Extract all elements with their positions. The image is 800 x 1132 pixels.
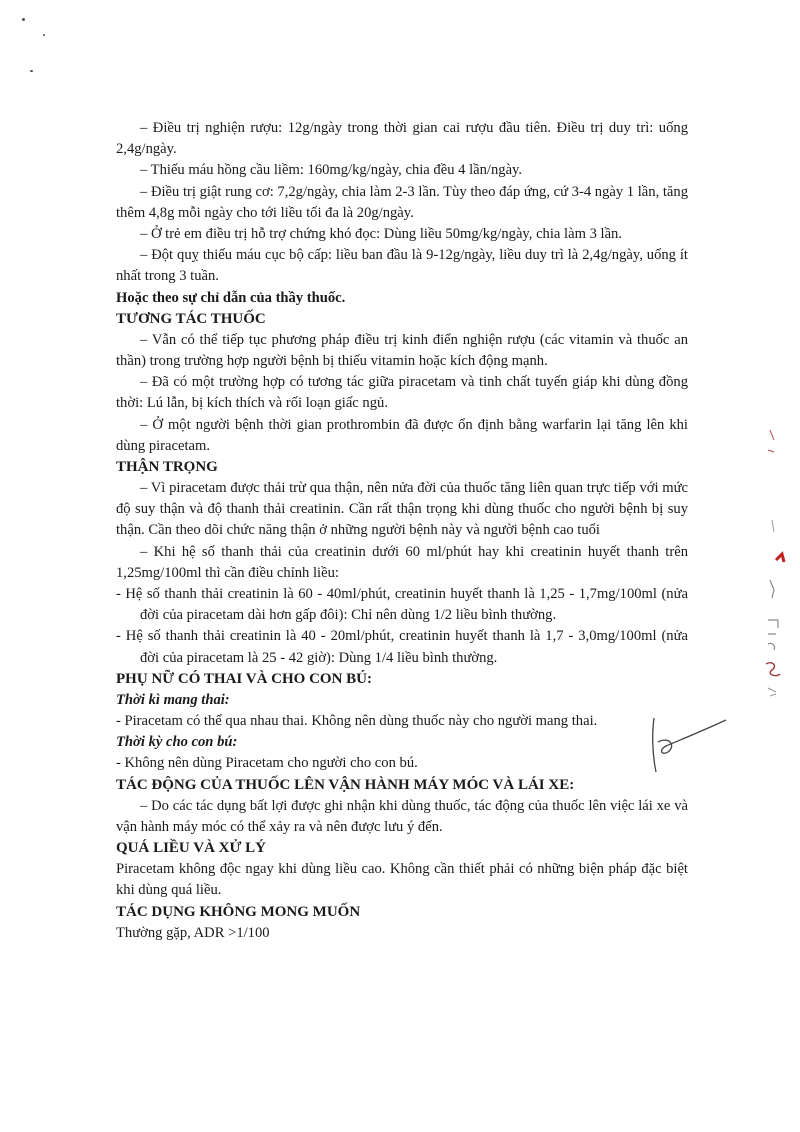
interaction-1: – Vẫn có thể tiếp tục phương pháp điều trị kinh điển nghiện rượu (các vitamin và thuốc an thần) trong trường hợp người bệnh bị thiếu vitamin hoặc kích động mạnh. — [116, 331, 688, 370]
driving-text: – Do các tác dụng bất lợi được ghi nhận khi dùng thuốc, tác động của thuốc lên việc lái xe và vận hành máy móc có thể xảy ra và nên được lưu ý đến. — [116, 797, 688, 835]
interaction-3: – Ở một người bệnh thời gian prothrombin đã được ổn định bằng warfarin lại tăng lên khi dùng piracetam. — [116, 416, 688, 454]
heading-adverse-effects: TÁC DỤNG KHÔNG MONG MUỐN — [116, 903, 361, 920]
heading-interactions: TƯƠNG TÁC THUỐC — [116, 310, 266, 327]
handwritten-signature — [640, 712, 730, 782]
dosage-sickle-cell: – Thiếu máu hồng cầu liềm: 160mg/kg/ngày, chia đều 4 lần/ngày. — [140, 162, 523, 179]
heading-pregnancy: PHỤ NỮ CÓ THAI VÀ CHO CON BÚ: — [116, 670, 372, 687]
scan-speck — [43, 34, 45, 36]
precaution-renal-2: - Hệ số thanh thải creatinin là 40 - 20ml/phút, creatinin huyết thanh là 1,7 - 3,0mg/100ml (nửa đời của piracetam là 25 - 42 giờ): Dùng 1/4 liều bình thường. — [116, 628, 688, 666]
overdose-text: Piracetam không độc ngay khi dùng liều cao. Không cần thiết phải có những biện pháp đặc biệt khi dùng quá liều. — [116, 861, 688, 899]
dosage-myoclonus: – Điều trị giật rung cơ: 7,2g/ngày, chia làm 2-3 lần. Tùy theo đáp ứng, cứ 3-4 ngày 1 lần, tăng thêm 4,8g mỗi ngày cho tới liều tối đa là 20g/ngày. — [116, 183, 688, 221]
precaution-2: – Khi hệ số thanh thải của creatinin dưới 60 ml/phút hay khi creatinin huyết thanh trên 1,25mg/100ml thì cần điều chỉnh liều: — [116, 543, 688, 581]
precaution-1: – Vì piracetam được thải trừ qua thận, nên nửa đời của thuốc tăng liên quan trực tiếp với mức độ suy thận và độ thanh thải creatinin. Cần rất thận trọng khi dùng thuốc cho người bệnh bị suy thận. Cần theo dõi chức năng thận ở những người bệnh này và người bệnh cao tuổi — [116, 480, 688, 539]
physician-note: Hoặc theo sự chỉ dẫn của thầy thuốc. — [116, 289, 346, 306]
heading-overdose: QUÁ LIỀU VÀ XỬ LÝ — [116, 840, 267, 857]
adverse-common: Thường gặp, ADR >1/100 — [116, 924, 270, 941]
scan-speck — [22, 18, 25, 21]
dosage-alcoholism: – Điều trị nghiện rượu: 12g/ngày trong thời gian cai rượu đầu tiên. Điều trị duy trì: uống 2,4g/ngày. — [116, 120, 688, 158]
heading-precautions: THẬN TRỌNG — [116, 459, 218, 476]
heading-driving: TÁC ĐỘNG CỦA THUỐC LÊN VẬN HÀNH MÁY MÓC VÀ LÁI XE: — [116, 776, 575, 793]
document-body — [116, 118, 688, 944]
subheading-breastfeeding: Thời kỳ cho con bú: — [116, 734, 238, 751]
dosage-stroke: – Đột quỵ thiếu máu cục bộ cấp: liều ban đầu là 9-12g/ngày, liều duy trì là 2,4g/ngày, uống ít nhất trong 3 tuần. — [116, 247, 688, 285]
dosage-dyslexia: – Ở trẻ em điều trị hỗ trợ chứng khó đọc: Dùng liều 50mg/kg/ngày, chia làm 3 lần. — [140, 226, 622, 243]
subheading-pregnancy: Thời kì mang thai: — [116, 691, 230, 708]
precaution-renal-1: - Hệ số thanh thải creatinin là 60 - 40ml/phút, creatinin huyết thanh là 1,25 - 1,7mg/100ml (nửa đời của piracetam dài hơn gấp đôi): Chỉ nên dùng 1/2 liều bình thường. — [116, 586, 688, 624]
margin-scan-marks — [762, 420, 792, 720]
scan-speck — [30, 70, 33, 72]
pregnancy-text: - Piracetam có thể qua nhau thai. Không nên dùng thuốc này cho người mang thai. — [116, 713, 598, 730]
breastfeeding-text: - Không nên dùng Piracetam cho người cho con bú. — [116, 755, 418, 772]
interaction-2: – Đã có một trường hợp có tương tác giữa piracetam và tinh chất tuyến giáp khi dùng đồng thời: Lú lẫn, bị kích thích và rối loạn giấc ngủ. — [116, 374, 688, 412]
